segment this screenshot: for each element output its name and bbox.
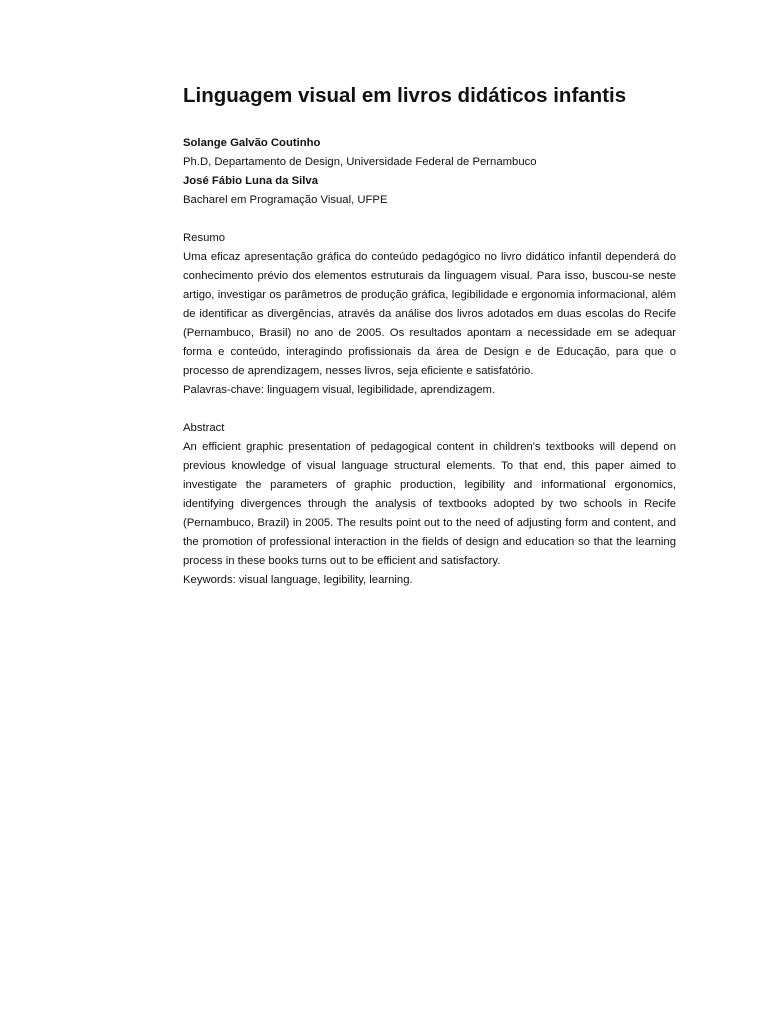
abstract-keywords: Keywords: visual language, legibility, learning. [183,574,413,586]
abstract-heading: Abstract [183,422,225,434]
author-affiliation: Bacharel em Programação Visual, UFPE [183,194,388,206]
author-affiliation: Ph.D, Departamento de Design, Universidade Federal de Pernambuco [183,156,537,168]
resumo-heading: Resumo [183,232,226,244]
author-name: Solange Galvão Coutinho [183,137,321,149]
author-block [183,134,676,210]
resumo-keywords: Palavras-chave: linguagem visual, legibilidade, aprendizagem. [183,384,496,396]
abstract-text: An efficient graphic presentation of pedagogical content in children's textbooks will depend on previous knowledge of visual language structural elements. To that end, this paper aimed to investigate the parameters of graphic production, legibility and informational ergonomics, identifying divergences through the analysis of textbooks adopted by two schools in Recife (Pernambuco, Brazil) in 2005. The results point out to the need of adjusting form and content, and the promotion of professional interaction in the fields of design and education so that the learning process in these books turns out to be efficient and satisfactory. [183,441,676,567]
paper-title: Linguagem visual em livros didáticos infantis [183,84,627,107]
abstract-section [183,419,676,590]
resumo-section [183,229,676,400]
author-name: José Fábio Luna da Silva [183,175,318,187]
paper-page [183,82,676,590]
resumo-text: Uma eficaz apresentação gráfica do conteúdo pedagógico no livro didático infantil dependerá do conhecimento prévio dos elementos estruturais da linguagem visual. Para isso, buscou-se neste artigo, investigar os parâmetros de produção gráfica, legibilidade e ergonomia informacional, além de identificar as divergências, através da análise dos livros adotados em duas escolas do Recife (Pernambuco, Brasil) no ano de 2005. Os resultados apontam a necessidade em se adequar forma e conteúdo, interagindo profissionais da área de Design e de Educação, para que o processo de aprendizagem, nesses livros, seja eficiente e satisfatório. [183,251,676,377]
